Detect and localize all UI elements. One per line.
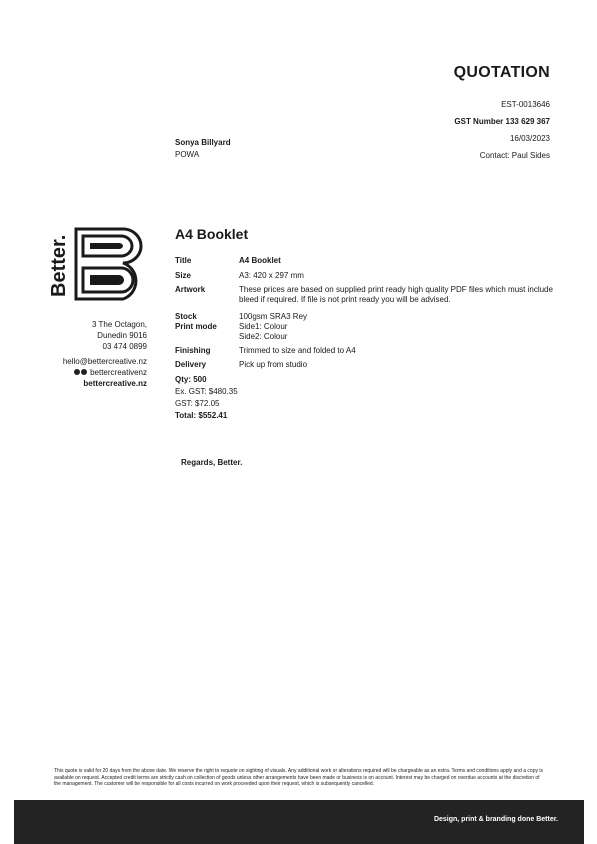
instagram-icon (81, 369, 87, 375)
quote-date: 16/03/2023 (509, 134, 550, 143)
spec-value: A3: 420 x 297 mm (239, 271, 304, 280)
spec-row (175, 266, 555, 285)
product-title: A4 Booklet (175, 226, 249, 242)
address-line-1: 3 The Octagon, (92, 320, 147, 329)
spec-label: Finishing (175, 346, 211, 355)
logo-wordmark: Better. (49, 234, 70, 297)
gst-number: GST Number 133 629 367 (454, 117, 550, 126)
spec-row (175, 256, 555, 266)
regards-signoff: Regards, Better. (181, 458, 243, 467)
spec-label: Artwork (175, 285, 206, 294)
spec-value: 100gsm SRA3 Rey (239, 312, 308, 321)
spec-table (175, 256, 555, 370)
spec-label: Stock (175, 312, 197, 321)
gst-amount: GST: $72.05 (175, 399, 220, 408)
social-handle: bettercreativenz (90, 368, 147, 377)
spec-row (175, 360, 555, 370)
spec-label: Size (175, 271, 192, 280)
spec-value (239, 322, 555, 346)
document-title: QUOTATION (453, 64, 550, 81)
spec-value: A4 Booklet (239, 256, 281, 265)
company-email: hello@bettercreative.nz (62, 357, 147, 366)
estimate-number: EST-0013646 (501, 100, 550, 109)
spec-row (175, 322, 555, 346)
print-side-2: Side2: Colour (239, 332, 288, 341)
contact-person: Contact: Paul Sides (479, 151, 550, 160)
better-logo-icon (49, 225, 149, 301)
terms-text: This quote is valid for 20 days from the above date. We reserve the right to requote on sighting of visuals. Any additional work or alterations required will be chargeable as an extra. Terms and conditions apply and a copy is available on request. Accepted credit terms are strictly cash on collection of goods unless other arrangements have been made or business is on account. Interest may be charged on overdue accounts at the discretion of the management. The customer will be responsible for all costs incurred on work proceeded upon their request, which is subsequently cancelled. (54, 768, 543, 787)
footer-bar (14, 800, 584, 844)
company-website: bettercreative.nz (83, 379, 147, 388)
totals-block (175, 374, 238, 422)
spec-row (175, 309, 555, 322)
spec-value: Trimmed to size and folded to A4 (239, 346, 356, 355)
spec-label: Title (175, 256, 192, 265)
spec-label: Delivery (175, 360, 207, 369)
print-side-1: Side1: Colour (239, 322, 288, 331)
client-name: Sonya Billyard (175, 138, 231, 147)
address-line-2: Dunedin 9016 (97, 331, 147, 340)
company-address (40, 319, 147, 352)
client-company: POWA (175, 150, 200, 159)
client-block (175, 137, 231, 161)
ex-gst-amount: Ex. GST: $480.35 (175, 387, 238, 396)
quantity: Qty: 500 (175, 375, 207, 384)
spec-label: Print mode (175, 322, 217, 331)
company-social (40, 367, 147, 378)
facebook-icon (74, 369, 80, 375)
company-contact (40, 356, 147, 389)
spec-row (175, 346, 555, 360)
footer-tagline: Design, print & branding done Better. (433, 816, 558, 823)
company-logo (49, 225, 149, 301)
spec-value: These prices are based on supplied print ready high quality PDF files which must include bleed if required. If file is not print ready you will be advised. (239, 285, 553, 304)
total-amount: Total: $552.41 (175, 411, 228, 420)
company-phone: 03 474 0899 (102, 342, 147, 351)
spec-value: Pick up from studio (239, 360, 308, 369)
spec-row (175, 285, 555, 309)
